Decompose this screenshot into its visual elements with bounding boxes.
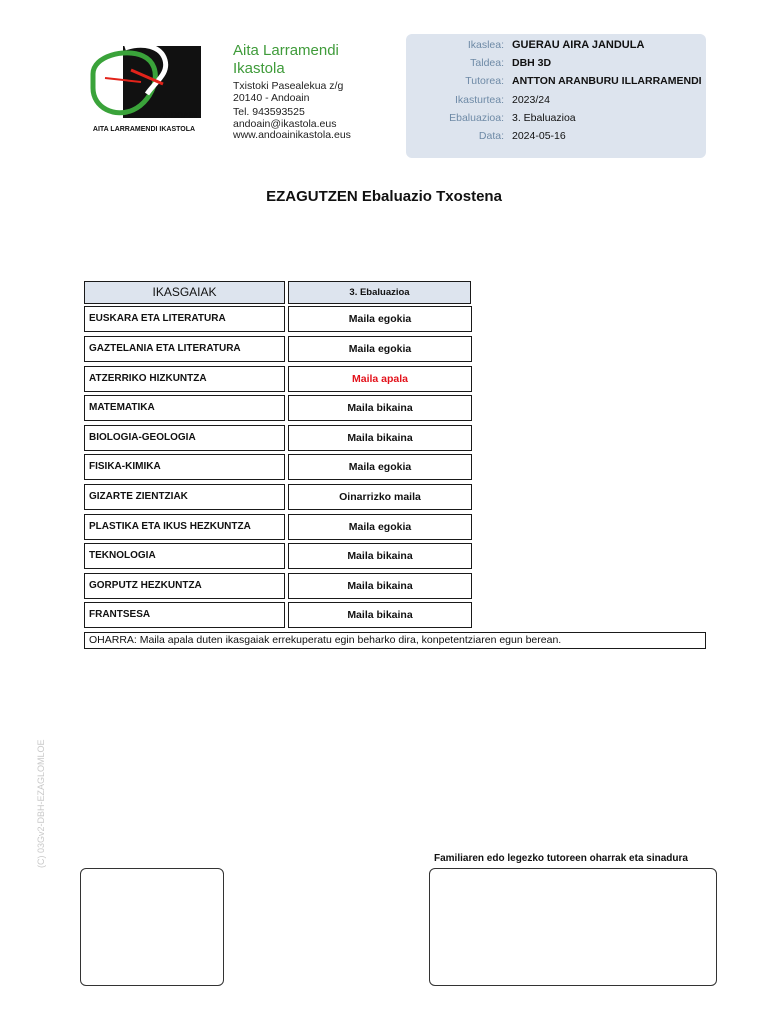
level-value: Maila bikaina xyxy=(347,580,413,592)
table-row-level xyxy=(288,425,472,451)
table-row-level xyxy=(288,573,472,599)
table-row-level xyxy=(288,306,472,332)
evaluation-label: Ebaluazioa: xyxy=(449,112,504,124)
student-value: GUERAU AIRA JANDULA xyxy=(512,39,645,51)
level-value: Maila bikaina xyxy=(347,609,413,621)
level-value: Maila bikaina xyxy=(347,402,413,414)
level-value: Maila egokia xyxy=(348,521,412,533)
school-address xyxy=(233,81,351,142)
table-row-subject xyxy=(84,514,285,540)
year-value: 2023/24 xyxy=(512,94,550,106)
table-row-level xyxy=(288,514,472,540)
header-evaluation-label: 3. Ebaluazioa xyxy=(349,287,410,298)
table-row-subject xyxy=(84,425,285,451)
table-row-level xyxy=(288,484,472,510)
table-row-subject xyxy=(84,573,285,599)
date-label: Data: xyxy=(478,130,504,142)
website-link[interactable]: www.andoainikastola.eus xyxy=(233,129,351,141)
evaluation-value: 3. Ebaluazioa xyxy=(512,112,576,124)
table-row-subject xyxy=(84,602,285,628)
table-row-level xyxy=(288,366,472,392)
level-value: Maila apala xyxy=(351,373,409,385)
note-text: OHARRA: Maila apala duten ikasgaiak errekuperatu egin beharko dira, konpetentziaren egun berean. xyxy=(89,634,562,646)
info-row-year xyxy=(406,91,706,109)
subject-label: GORPUTZ HEZKUNTZA xyxy=(89,580,202,591)
school-logo xyxy=(85,38,203,144)
subject-label: FISIKA-KIMIKA xyxy=(89,461,161,472)
subject-label: FRANTSESA xyxy=(89,609,151,620)
tutor-value: ANTTON ARANBURU ILLARRAMENDI xyxy=(512,75,702,87)
level-value: Oinarrizko maila xyxy=(339,491,421,503)
phone: Tel. 943593525 xyxy=(233,106,305,118)
table-row-subject xyxy=(84,366,285,392)
stamp-box xyxy=(80,868,224,986)
info-row-group xyxy=(406,54,706,72)
subject-label: PLASTIKA ETA IKUS HEZKUNTZA xyxy=(89,521,251,532)
table-row-level xyxy=(288,454,472,480)
school-name-line2: Ikastola xyxy=(233,60,285,77)
address-line1: Txistoki Pasealekua z/g xyxy=(233,80,344,92)
subject-label: ATZERRIKO HIZKUNTZA xyxy=(89,373,207,384)
table-row-level xyxy=(288,336,472,362)
table-row-subject xyxy=(84,336,285,362)
student-info-panel xyxy=(406,34,706,158)
table-row-level xyxy=(288,395,472,421)
table-row-subject xyxy=(84,395,285,421)
header-subjects xyxy=(84,281,285,304)
level-value: Maila egokia xyxy=(348,343,412,355)
group-label: Taldea: xyxy=(470,57,504,69)
email-link[interactable]: andoain@ikastola.eus xyxy=(233,117,337,130)
report-title: EZAGUTZEN Ebaluazio Txostena xyxy=(266,188,502,205)
subject-label: EUSKARA ETA LITERATURA xyxy=(89,313,226,324)
header-evaluation xyxy=(288,281,471,304)
info-row-tutor xyxy=(406,72,706,90)
level-value: Maila egokia xyxy=(348,461,412,473)
subject-label: MATEMATIKA xyxy=(89,402,155,413)
student-label: Ikaslea: xyxy=(467,39,504,51)
subject-label: GIZARTE ZIENTZIAK xyxy=(89,491,188,502)
svg-text:AITA LARRAMENDI IKASTOLA: AITA LARRAMENDI IKASTOLA xyxy=(92,126,196,133)
table-row-level xyxy=(288,602,472,628)
table-row-subject xyxy=(84,543,285,569)
signature-label: Familiaren edo legezko tutoreen oharrak eta sinadura xyxy=(434,853,688,864)
level-value: Maila egokia xyxy=(348,313,412,325)
info-row-evaluation xyxy=(406,109,706,127)
year-label: Ikasturtea: xyxy=(454,94,504,106)
level-value: Maila bikaina xyxy=(347,432,413,444)
subject-label: TEKNOLOGIA xyxy=(89,550,156,561)
table-row-subject xyxy=(84,306,285,332)
subject-label: GAZTELANIA ETA LITERATURA xyxy=(89,343,241,354)
info-row-date xyxy=(406,127,706,145)
header-subjects-label: IKASGAIAK xyxy=(152,285,217,299)
school-name-line1: Aita Larramendi xyxy=(233,42,339,59)
date-value: 2024-05-16 xyxy=(512,130,566,142)
table-row-level xyxy=(288,543,472,569)
table-row-subject xyxy=(84,484,285,510)
subject-label: BIOLOGIA-GEOLOGIA xyxy=(89,432,196,443)
table-row-subject xyxy=(84,454,285,480)
table-note xyxy=(84,632,706,649)
tutor-label: Tutorea: xyxy=(465,75,504,87)
group-value: DBH 3D xyxy=(512,57,552,69)
info-row-student xyxy=(406,36,706,54)
svg-text:ANDOAIN: ANDOAIN xyxy=(159,111,197,120)
school-name xyxy=(233,42,339,78)
side-copyright: (C) 03Gv2-DBH-EZAGLOMLOE xyxy=(36,739,46,868)
signature-box[interactable] xyxy=(429,868,717,986)
address-line2: 20140 - Andoain xyxy=(233,91,310,104)
level-value: Maila bikaina xyxy=(347,550,413,562)
